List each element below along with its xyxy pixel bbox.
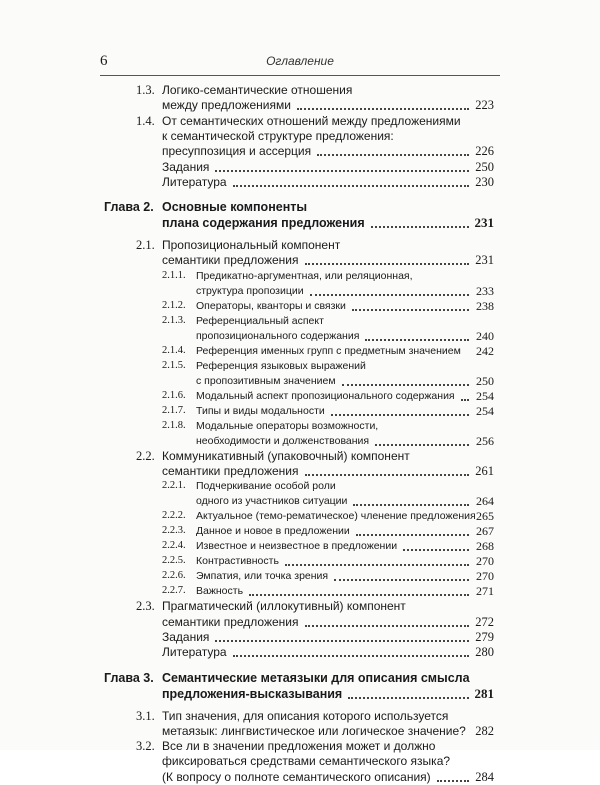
toc-title: Логико-семантические отношения [162, 83, 353, 97]
dot-leader [215, 640, 469, 642]
toc-page-number: 279 [475, 629, 494, 644]
dot-leader [297, 108, 469, 110]
toc-line [0, 328, 600, 344]
toc-page-number: 280 [475, 645, 494, 660]
toc-line [0, 418, 600, 434]
toc-number: 2.2.2. [162, 510, 186, 522]
toc-line [0, 644, 600, 660]
toc-title: Известное и неизвестное в предложении [196, 540, 398, 553]
toc-line [0, 343, 600, 359]
toc-title: Эмпатия, или точка зрения [196, 570, 329, 583]
toc-number: 2.2.7. [162, 585, 186, 597]
toc-page-number: 231 [474, 215, 494, 231]
dot-leader [371, 226, 469, 228]
toc-number: 2.1.8. [162, 419, 186, 431]
toc-title: Задания [162, 629, 210, 644]
dot-leader [353, 504, 469, 506]
toc-number: 2.1.2. [162, 299, 186, 311]
toc-number: 2.2.4. [162, 540, 186, 552]
toc-title: Тип значения, для описания которого используется [162, 708, 449, 723]
toc-page-number: 282 [475, 723, 494, 738]
toc-title: фиксироваться средствами семантического языка? [162, 754, 451, 769]
toc-line [0, 448, 600, 464]
toc-page-number: 250 [476, 373, 494, 388]
toc-line [0, 686, 600, 702]
toc-page-number: 270 [476, 569, 494, 584]
toc-number: 2.1.7. [162, 404, 186, 416]
toc-number: 3.1. [136, 708, 155, 723]
toc-title: Важность [196, 585, 244, 598]
toc-line [0, 553, 600, 569]
toc-title: Референция именных групп с предметным значением [196, 344, 461, 357]
toc-number: 2.2.5. [162, 555, 186, 567]
toc-page-number: 230 [475, 174, 494, 189]
toc-title: Актуальное (темо-рематическое) членение предложения [196, 510, 476, 523]
dot-leader [305, 474, 470, 476]
toc-number: 2.2. [136, 448, 155, 463]
toc-number: 2.1. [136, 238, 155, 253]
toc-line [0, 493, 600, 509]
toc-number: 3.2. [136, 739, 155, 754]
toc-line [0, 508, 600, 524]
toc-title: Данное и новое в предложении [196, 525, 350, 538]
toc-title: предложения-высказывания [162, 686, 343, 701]
toc-title: Основные компоненты [162, 200, 308, 215]
toc-line [0, 769, 600, 785]
dot-leader [233, 655, 469, 657]
toc-page-number: 268 [476, 539, 494, 554]
toc-number: 2.1.3. [162, 314, 186, 326]
toc-page-number: 284 [475, 769, 494, 784]
toc-line [0, 670, 600, 686]
toc-line [0, 403, 600, 419]
toc-title: Задания [162, 159, 210, 174]
toc-page-number: 267 [476, 524, 494, 539]
toc-page-number: 281 [474, 685, 494, 701]
toc-line [0, 373, 600, 389]
dot-leader [352, 309, 469, 311]
toc-line [0, 237, 600, 253]
toc-page-number: 261 [475, 464, 494, 478]
dot-leader [310, 294, 469, 296]
toc-page-number: 264 [476, 494, 494, 509]
toc-title: Операторы, кванторы и связки [196, 299, 346, 312]
toc-title: (К вопросу о полноте семантического описания) [162, 769, 431, 784]
dot-leader [331, 414, 469, 416]
toc-line [0, 598, 600, 614]
dot-leader [215, 170, 469, 172]
toc-line [0, 583, 600, 599]
toc-number: 1.3. [136, 83, 155, 97]
toc-title: одного из участников ситуации [196, 495, 348, 508]
toc-title: Пропозициональный компонент [162, 238, 341, 253]
dot-leader [375, 444, 469, 446]
toc-number: 2.2.6. [162, 570, 186, 582]
toc-page-number: 238 [476, 298, 494, 313]
dot-leader [365, 339, 469, 341]
toc-title: Литература [162, 645, 227, 660]
toc-title: Контрастивность [196, 555, 279, 568]
toc-line [0, 313, 600, 329]
dot-leader [437, 780, 469, 782]
toc-number: 2.1.6. [162, 389, 186, 401]
toc-line [0, 159, 600, 175]
toc-line [0, 478, 600, 494]
toc-line [0, 128, 600, 144]
page-number: 6 [100, 53, 108, 69]
toc-title: От семантических отношений между предложениями [162, 113, 461, 128]
toc-title: к семантической структуре предложения: [162, 128, 394, 143]
dot-leader [403, 549, 469, 551]
toc-title: Все ли в значении предложения может и должно [162, 739, 436, 754]
dot-leader [249, 594, 469, 596]
toc-line [0, 268, 600, 284]
toc-page-number: 265 [476, 509, 494, 524]
toc-line [0, 97, 600, 113]
toc-page-number: 223 [475, 98, 494, 113]
toc-page-number: 250 [475, 159, 494, 174]
toc-title: семантики предложения [162, 614, 299, 629]
toc-title: Модальные операторы возможности, [196, 419, 379, 432]
toc-line [0, 433, 600, 449]
toc-number: Глава 3. [104, 670, 154, 685]
toc-line [0, 358, 600, 374]
toc-page-number: 226 [475, 144, 494, 159]
toc-page-number: 271 [476, 584, 494, 599]
toc-page-number: 233 [476, 283, 494, 298]
toc-line [0, 143, 600, 159]
toc-line [0, 614, 600, 630]
toc-page-number: 254 [476, 388, 494, 403]
toc-line [0, 753, 600, 769]
toc-number: 1.4. [136, 113, 155, 128]
toc-line [0, 82, 600, 98]
toc-number: 2.2.3. [162, 525, 186, 537]
toc-page-number: 242 [476, 343, 494, 358]
header-rule [100, 75, 500, 76]
toc-page-number: 256 [476, 433, 494, 448]
toc-title: Коммуникативный (упаковочный) компонент [162, 448, 410, 463]
toc-number: 2.2.1. [162, 480, 186, 492]
dot-leader [317, 154, 469, 156]
toc-title: Референциальный аспект [196, 314, 324, 327]
toc-title: плана содержания предложения [162, 216, 365, 231]
toc-line [0, 174, 600, 190]
toc-title: структура пропозиции [196, 284, 304, 297]
toc-title: пресуппозиция и ассерция [162, 144, 312, 159]
toc-number: 2.1.5. [162, 359, 186, 371]
toc-line [0, 252, 600, 268]
toc-title: Литература [162, 174, 227, 189]
toc-page-number: 272 [475, 614, 494, 629]
toc-line [0, 568, 600, 584]
running-title: Оглавление [266, 54, 334, 68]
dot-leader [356, 534, 469, 536]
toc-title: Предикатно-аргументная, или реляционная, [196, 269, 413, 282]
toc-page-number: 254 [476, 403, 494, 418]
toc-line [0, 723, 600, 739]
toc-title: необходимости и долженствования [196, 434, 370, 447]
toc-title: семантики предложения [162, 253, 299, 268]
toc-line [0, 298, 600, 314]
dot-leader [348, 697, 469, 699]
toc-line [0, 708, 600, 724]
toc-page-number: 240 [476, 328, 494, 343]
toc-line [0, 629, 600, 645]
toc-title: метаязык: лингвистическое или логическое значение? [162, 723, 466, 738]
toc-page-number: 231 [475, 253, 494, 268]
running-header [100, 53, 500, 75]
dot-leader [461, 399, 469, 401]
toc-line [0, 113, 600, 129]
toc-title: семантики предложения [162, 464, 299, 478]
toc-number: Глава 2. [104, 200, 154, 215]
toc-page-number: 270 [476, 554, 494, 569]
dot-leader [334, 579, 469, 581]
toc-number: 2.1.1. [162, 269, 186, 281]
toc-title: Типы и виды модальности [196, 404, 325, 417]
toc-title: между предложениями [162, 98, 291, 113]
toc-line [0, 199, 600, 215]
toc-line [0, 283, 600, 299]
toc-number: 2.3. [136, 599, 155, 614]
toc-line [0, 388, 600, 404]
toc-line [0, 538, 600, 554]
toc-line [0, 738, 600, 754]
toc-title: Подчеркивание особой роли [196, 480, 336, 493]
toc-title: Семантические метаязыки для описания смысла [162, 670, 470, 685]
dot-leader [233, 185, 469, 187]
toc-title: Прагматический (иллокутивный) компонент [162, 599, 406, 614]
toc-line [0, 463, 600, 479]
dot-leader [305, 625, 470, 627]
toc-title: пропозиционального содержания [196, 329, 360, 342]
toc-title: Референция языковых выражений [196, 359, 366, 372]
dot-leader [305, 263, 470, 265]
toc-line [0, 523, 600, 539]
dot-leader [342, 384, 469, 386]
toc-title: с пропозитивным значением [196, 374, 336, 387]
toc-line [0, 215, 600, 231]
toc-title: Модальный аспект пропозиционального содержания [196, 389, 455, 402]
dot-leader [285, 564, 469, 566]
toc-number: 2.1.4. [162, 344, 186, 356]
